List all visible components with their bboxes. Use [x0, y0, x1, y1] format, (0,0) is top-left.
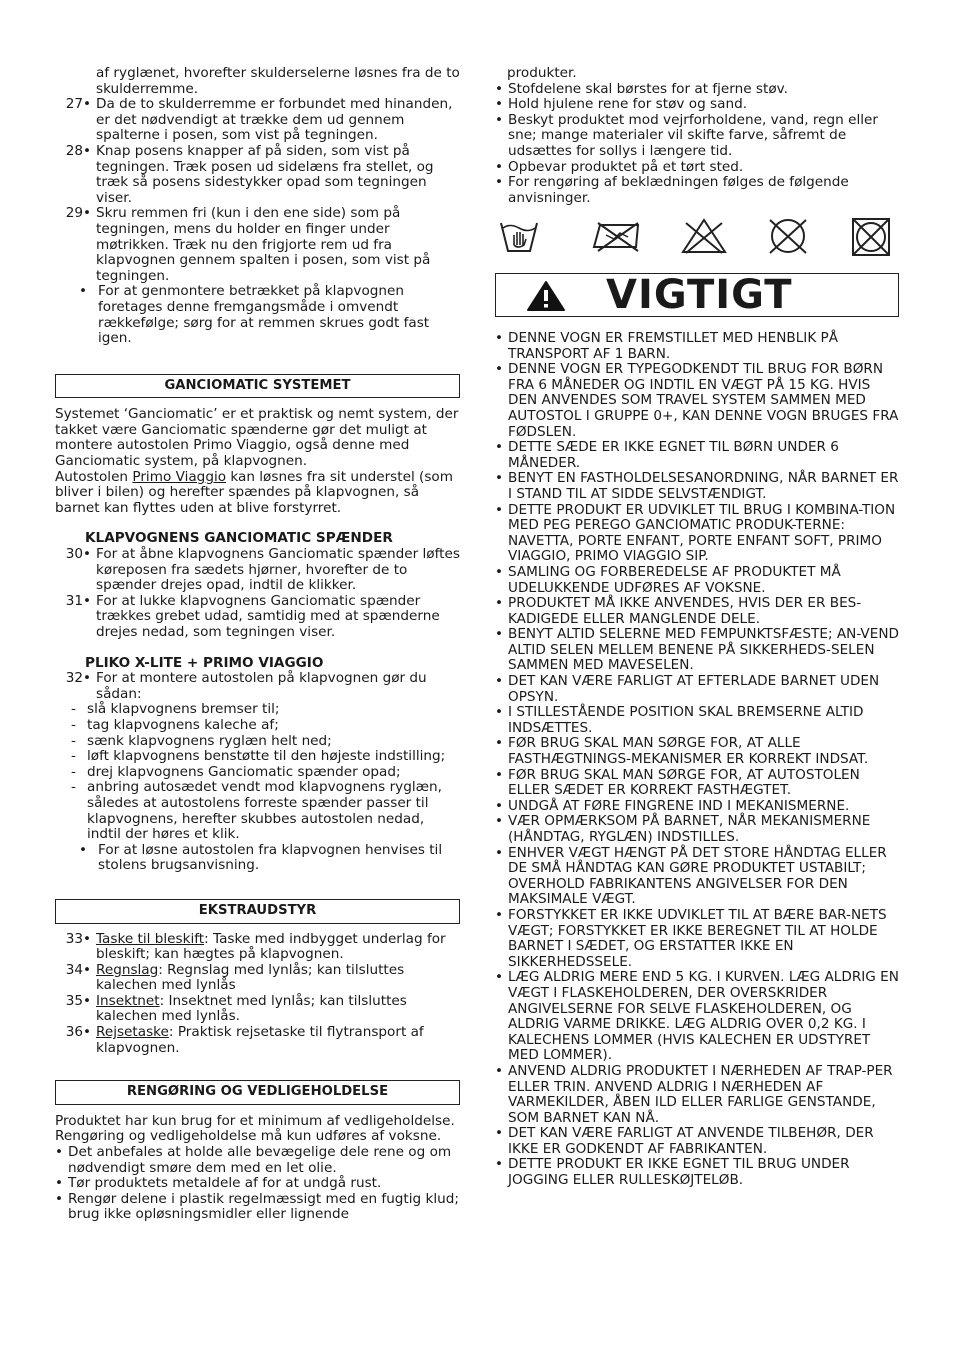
- list-item: 29 • Skru remmen fri (kun i den ene side) som på tegningen, mens du holder en finger under møtrikken. Træk nu den frigjorte rem ud fra klapvognen gennem spalten i posen, som vist på tegningen.: [65, 205, 431, 284]
- list-item: [55, 66, 460, 97]
- list-item: 28 • Knap posens knapper af på siden, som vist på tegningen. Træk posen ud sidelæns fra stellet, og træk så posens sidestykker opad som tegningen viser.: [65, 142, 434, 206]
- list-item: 30 • For at åbne klapvognens Ganciomatic spænder løftes køreposen fra sædets hjørner, hvorefter de to spænder drejes opad, indtil de klikker.: [65, 546, 460, 594]
- list-item: • For at genmontere betrækket på klapvognen foretages denne fremgangsmåde i omvendt rækkefølge; sørg for at remmen skrues godt fast igen.: [55, 284, 460, 346]
- warning-icon: [526, 280, 566, 312]
- bullet-item: • Opbevar produktet på et tørt sted.: [495, 158, 744, 175]
- bullet-item: • UNDGÅ AT FØRE FINGRENE IND I MEKANISMERNE.: [495, 797, 850, 814]
- bullet-item: • Stofdelene skal børstes for at fjerne støv.: [495, 80, 788, 97]
- section-title-ganciomatic: GANCIOMATIC SYSTEMET: [55, 374, 460, 399]
- bullet-item: • FØR BRUG SKAL MAN SØRGE FOR, AT ALLE FASTHÆGTNINGS-MEKANISMER ER KORREKT INDSAT.: [495, 735, 869, 768]
- warning-header: [495, 273, 899, 317]
- bullet-item: • BENYT EN FASTHOLDELSESANORDNING, NÅR BARNET ER I STAND TIL AT SIDDE SELVSTÆNDIGT.: [495, 470, 899, 502]
- bullet-item: • DENNE VOGN ER TYPEGODKENDT TIL BRUG FOR BØRN FRA 6 MÅNEDER OG INDTIL EN VÆGT PÅ 15 KG. HVIS DEN ANVENDES SOM TRAVEL SYSTEM SAMMEN MED AUTOSTOL I GRUPPE 0+, KAN DENNE VOGN BRUGES FRA FØDSLEN.: [495, 361, 899, 440]
- bullet-item: • ENHVER VÆGT HÆNGT PÅ DET STORE HÅNDTAG ELLER DE SMÅ HÅNDTAG KAN GØRE PRODUKTET USTABILT; OVERHOLD FABRIKANTENS ANGIVELSER FOR DEN MAKSIMALE VÆGT.: [495, 844, 887, 908]
- continued-text: produkter.: [507, 65, 577, 81]
- list-item: • For at løsne autostolen fra klapvognen henvises til stolens brugsanvisning.: [55, 843, 460, 874]
- bullet-item: • FØR BRUG SKAL MAN SØRGE FOR, AT AUTOSTOLEN ELLER SÆDET ER KORREKT FASTHÆGTET.: [495, 766, 860, 799]
- bullet-item: • DETTE PRODUKT ER UDVIKLET TIL BRUG I KOMBINA-TION MED PEG PEREGO GANCIOMATIC PRODUK-TERNE: NAVETTA, PORTE ENFANT, PORTE ENFANT SOFT, PRIMO VIAGGIO, PRIMO VIAGGIO SIP.: [495, 501, 896, 565]
- bullet-item: • For rengøring af beklædningen følges de følgende anvisninger.: [495, 174, 849, 206]
- dash-item: - anbring autosædet vendt mod klapvognens ryglæn, således at autostolens forreste spænder passer til klapvognens, herefter skubbes autostolen nedad, indtil der høres et klik.: [71, 779, 442, 843]
- list-item: 34 • Regnslag: Regnslag med lynlås; kan tilsluttes kalechen med lynlås: [65, 961, 405, 994]
- bullet-item: • DETTE PRODUKT ER IKKE EGNET TIL BRUG UNDER JOGGING ELLER RULLESKØJTELØB.: [495, 1156, 850, 1189]
- do-not-dryclean-icon: [764, 217, 812, 259]
- maintenance-intro: Produktet har kun brug for et minimum af vedligeholdelse. Rengøring og vedligeholdelse må kun udføres af voksne.: [55, 1112, 455, 1145]
- do-not-iron-icon: [592, 217, 642, 259]
- section-title-rengoring: RENGØRING OG VEDLIGEHOLDELSE: [55, 1080, 460, 1105]
- bullet-item: • SAMLING OG FORBEREDELSE AF PRODUKTET MÅ UDELUKKENDE UDFØRES AF VOKSNE.: [495, 563, 841, 596]
- dash-item: - tag klapvognens kaleche af;: [71, 716, 279, 733]
- dash-item: - sænk klapvognens ryglæn helt ned;: [71, 732, 332, 749]
- ganciomatic-intro: Systemet ‘Ganciomatic’ er et praktisk og nemt system, der takket være Ganciomatic spænderne gør det muligt at montere autostolen Primo Viaggio, også denne med Ganciomatic system, på klapvognen.: [55, 406, 459, 470]
- subheading-pliko: PLIKO X-LITE + PRIMO VIAGGIO: [85, 654, 324, 671]
- bullet-item: • Det anbefales at holde alle bevægelige dele rene og om nødvendigt smøre dem med en let olie.: [55, 1144, 452, 1176]
- accessory-name: Rejsetaske: [96, 1024, 169, 1041]
- dash-item: - løft klapvognens benstøtte til den højeste indstilling;: [71, 748, 446, 765]
- ganciomatic-detail: Autostolen Primo Viaggio kan løsnes fra sit understel (som bliver i bilen) og herefter spændes på klapvognen, så barnet kan flyttes uden at blive forstyrret.: [55, 468, 453, 516]
- list-item: 33 • Taske til bleskift: Taske med indbygget underlag for bleskift; kan hægtes på klapvognen.: [65, 930, 446, 963]
- left-column: [55, 66, 460, 1223]
- bullet-item: • VÆR OPMÆRKSOM PÅ BARNET, NÅR MEKANISMERNE (HÅNDTAG, RYGLÆN) INDSTILLES.: [495, 813, 871, 845]
- dash-item: - slå klapvognens bremser til;: [71, 701, 280, 718]
- bullet-item: • LÆG ALDRIG MERE END 5 KG. I KURVEN. LÆG ALDRIG EN VÆGT I FLASKEHOLDEREN, DER OVERSKRIDER ANGIVELSERNE FOR SELVE FLASKEHOLDEREN, OG ALDRIG VARME DRIKKE. LÆG ALDRIG OVER 0,2 KG. I KALECHENS LOMMER (HVIS KALECHEN ER UDSTYRET MED LOMMER).: [495, 969, 899, 1064]
- primo-viaggio-link: Primo Viaggio: [132, 468, 227, 485]
- bullet-item: • PRODUKTET MÅ IKKE ANVENDES, HVIS DER ER BES-KADIGEDE ELLER MANGLENDE DELE.: [495, 595, 862, 627]
- release-note: For at løsne autostolen fra klapvognen henvises til stolens brugsanvisning.: [98, 841, 443, 874]
- accessory-name: Regnslag: [96, 961, 159, 978]
- accessory-name: Insektnet: [96, 992, 160, 1009]
- hand-wash-icon: [498, 217, 540, 259]
- bullet-item: • FORSTYKKET ER IKKE UDVIKLET TIL AT BÆRE BAR-NETS VÆGT; FORSTYKKET ER IKKE BEREGNET TIL AT HOLDE BARNET I SÆDET, OG ERSTATTER IKKE EN SIKKERHEDSSELE.: [495, 906, 887, 970]
- subheading-ganciomatic-spaender: KLAPVOGNENS GANCIOMATIC SPÆNDER: [85, 530, 393, 547]
- list-item: 36 • Rejsetaske: Praktisk rejsetaske til flytransport af klapvognen.: [65, 1024, 424, 1056]
- bullet-item: • I STILLESTÅENDE POSITION SKAL BREMSERNE ALTID INDSÆTTES.: [495, 704, 864, 736]
- list-item: 27 • Da de to skulderremme er forbundet med hinanden, er det nødvendigt at trække dem ud gennem spalterne i posen, som vist på tegningen.: [65, 96, 453, 144]
- list-item: 31 • For at lukke klapvognens Ganciomatic spænder trækkes grebet udad, samtidig med at spænderne drejes nedad, som tegningen viser.: [65, 592, 440, 640]
- bullet-item: • DET KAN VÆRE FARLIGT AT ANVENDE TILBEHØR, DER IKKE ER GODKENDT AF FABRIKANTEN.: [495, 1125, 874, 1157]
- bullet-item: • Hold hjulene rene for støv og sand.: [495, 96, 748, 113]
- bullet-item: • ANVEND ALDRIG PRODUKTET I NÆRHEDEN AF TRAP-PER ELLER TRIN. ANVEND ALDRIG I NÆRHEDEN AF VARMEKILDER, ÅBEN ILD ELLER FARLIGE GENSTANDE, SOM BARNET KAN NÅ.: [495, 1062, 893, 1126]
- bullet-item: • DETTE SÆDE ER IKKE EGNET TIL BØRN UNDER 6 MÅNEDER.: [495, 439, 839, 471]
- bullet-item: • Rengør delene i plastik regelmæssigt med en fugtig klud; brug ikke opløsningsmidler eller lignende: [55, 1190, 459, 1223]
- dash-item: - drej klapvognens Ganciomatic spænder opad;: [71, 763, 401, 780]
- list-item: 32 • For at montere autostolen på klapvognen gør du sådan:: [65, 670, 427, 702]
- do-not-tumble-dry-icon: [850, 217, 894, 261]
- right-column: [495, 66, 900, 206]
- reassembly-note: For at genmontere betrækket på klapvognen foretages denne fremgangsmåde i omvendt rækkefølge; sørg for at remmen skrues godt fast igen.: [98, 283, 430, 347]
- intro-text: af ryglænet, hvorefter skulderselerne løsnes fra de to skulderremme.: [96, 65, 460, 97]
- bullet-item: • DET KAN VÆRE FARLIGT AT EFTERLADE BARNET UDEN OPSYN.: [495, 673, 880, 705]
- accessory-name: Taske til bleskift: [96, 930, 205, 947]
- list-item: 35 • Insektnet: Insektnet med lynlås; kan tilsluttes kalechen med lynlås.: [65, 992, 407, 1025]
- bullet-item: • Beskyt produktet mod vejrforholdene, vand, regn eller sne; mange materialer vil skifte farve, såfremt de udsættes for sollys i længere tid.: [495, 111, 878, 159]
- bullet-item: • Tør produktets metaldele af for at undgå rust.: [55, 1175, 382, 1192]
- section-title-ekstraudstyr: EKSTRAUDSTYR: [55, 899, 460, 924]
- warnings-list: [495, 331, 900, 1189]
- do-not-bleach-icon: [680, 217, 728, 259]
- bullet-item: • DENNE VOGN ER FREMSTILLET MED HENBLIK PÅ TRANSPORT AF 1 BARN.: [495, 330, 839, 362]
- warning-title: VIGTIGT: [606, 272, 793, 318]
- bullet-item: • BENYT ALTID SELERNE MED FEMPUNKTSFÆSTE; AN-VEND ALTID SELEN MELLEM BENENE PÅ SIKKERHEDS-SELEN SAMMEN MED MAVESELEN.: [495, 626, 899, 674]
